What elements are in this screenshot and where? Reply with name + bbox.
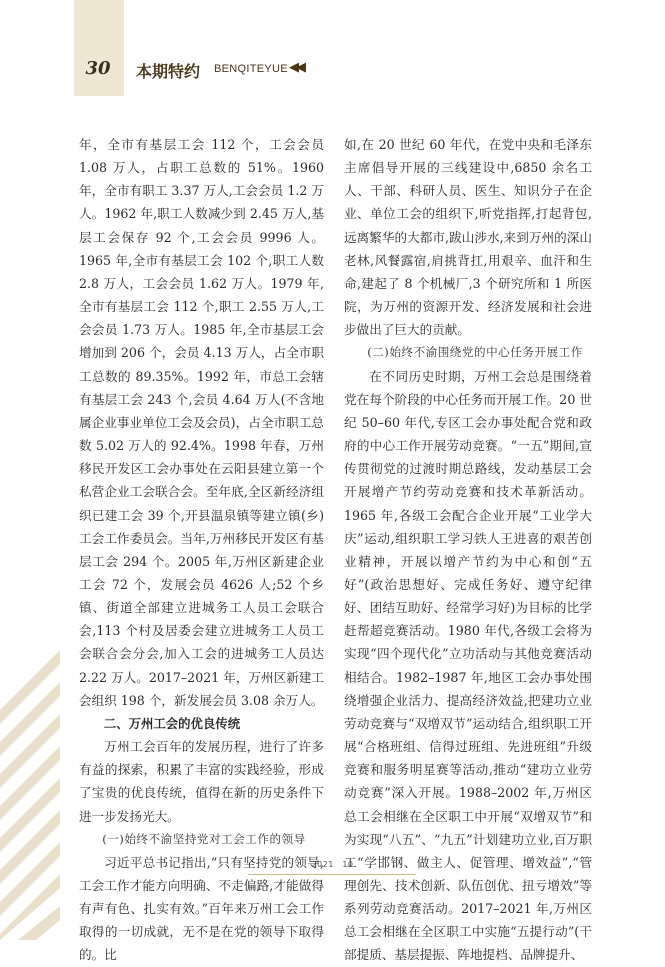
decorative-stripes (0, 650, 60, 940)
paragraph: 年，全市有基层工会 112 个，工会会员 1.08 万人，占职工总数的 51%。1960 年，全市有职工 3.37 万人,工会会员 1.2 万人。1962 年,职工人数减少到 2.45 万人,基层工会保存 92 个,工会会员 9996 人。1965 年,全市有基层工会 102 个,职工人数 2.8 万人，工会会员 1.62 万人。1979 年,全市有基层工会 112 个,职工 2.55 万人,工会会员 1.73 万人。1985 年,全市基层工会增加到 206 个，会员 4.13 万人，占全市职工总数的 89.35%。1992 年，市总工会辖有基层工会 243 个,会员 4.64 万人(不含地属企业事业单位工会及会员)，占全市职工总数 5.02 万人的 92.4%。1998 年春，万州移民开发区工会办事处在云阳县建立第一个私营企业工会联合会。至年底,全区新经济组织已建工会 39 个,开县温泉镇等建立镇(乡)工会工作委员会。当年,万州移民开发区有基层工会 294 个。2005 年,万州区新建企业工会 72 个，发展会员 4626 人;52 个乡镇、街道全部建立进城务工人员工会联合会,113 个村及居委会建立进城务工人员工会联合会分会,加入工会的进城务工人员达 2.22 万人。2017–2021 年，万州区新建工会组织 198 个，新发展会员 3.08 余万人。 (79, 137, 324, 708)
section-title: 本期特约 (136, 62, 201, 81)
subsection-heading: (二)始终不渝围绕党的中心任务开展工作 (367, 345, 583, 360)
footer-issue: 2021 10 (311, 860, 354, 869)
paragraph: 习近平总书记指出,“只有坚持党的领导,工会工作才能方向明确、不走偏路,才能做得有声有色、扎实有效。”百年来万州工会工作取得的一切成就，无不是在党的领导下取得的。比 (79, 854, 324, 963)
paragraph: 如,在 20 世纪 60 年代，在党中央和毛泽东主席倡导开展的三线建设中,6850 余名工人、干部、科研人员、医生、知识分子在企业、单位工会的组织下,听党指挥,打起背包,远离繁华的大都市,跋山涉水,来到万州的深山老林,风餐露宿,肩挑背扛,用艰辛、血汗和生命,建起了 8 个机械厂,3 个研究所和 1 所医院，为万州的资源开发、经济发展和社会进步做出了巨大的贡献。 (344, 137, 592, 338)
left-column (79, 133, 324, 967)
header-tab (74, 0, 124, 96)
double-arrow-icon: ◀◀ (289, 60, 303, 75)
subsection-heading: (一)始终不渝坚持党对工会工作的领导 (102, 831, 306, 846)
page-number: 30 (85, 58, 111, 79)
section-heading: 二、万州工会的优良传统 (103, 715, 241, 731)
footer-rule (248, 874, 416, 875)
section-subtitle: BENQITEYUE (214, 63, 288, 75)
right-column (344, 133, 592, 967)
paragraph: 在不同历史时期，万州工会总是围绕着党在每个阶段的中心任务而开展工作。20 世纪 50–60 年代,专区工会办事处配合党和政府的中心工作开展劳动竞赛。“一五”期间,宣传贯彻党的过渡时期总路线，发动基层工会开展增产节约劳动竞赛和技术革新活动。1965 年,各级工会配合企业开展“工业学大庆”运动,组织职工学习铁人王进喜的艰苦创业精神，开展以增产节约为中心和创“五好”(政治思想好、完成任务好、遵守纪律好、团结互助好、经常学习好)为目标的比学赶帮超竞赛活动。1980 年代,各级工会将为实现“四个现代化”立功活动与其他竞赛活动相结合。1982–1987 年,地区工会办事处围绕增强企业活力、提高经济效益,把建功立业劳动竞赛与“双增双节”运动结合,组织职工开展“合格班组、信得过班组、先进班组”升级竞赛和服务明星赛等活动,推动“建功立业劳动竞赛”深入开展。1988–2002 年,万州区总工会相继在全区职工中开展“双增双节”和为实现“八五”、“九五”计划建功立业,百万职工“学邯钢、做主人、促管理、增效益”,“管理创先、技术创新、队伍创优、扭亏增效”等系列劳动竞赛活动。2017–2021 年,万州区总工会相继在全区职工中实施“五提行动”(干部提质、基层提振、阵地提档、品牌提升、 (344, 368, 592, 963)
paragraph: 万州工会百年的发展历程，进行了许多有益的探索，积累了丰富的实践经验，形成了宝贵的优良传统，值得在新的历史条件下进一步发扬光大。 (79, 739, 324, 824)
